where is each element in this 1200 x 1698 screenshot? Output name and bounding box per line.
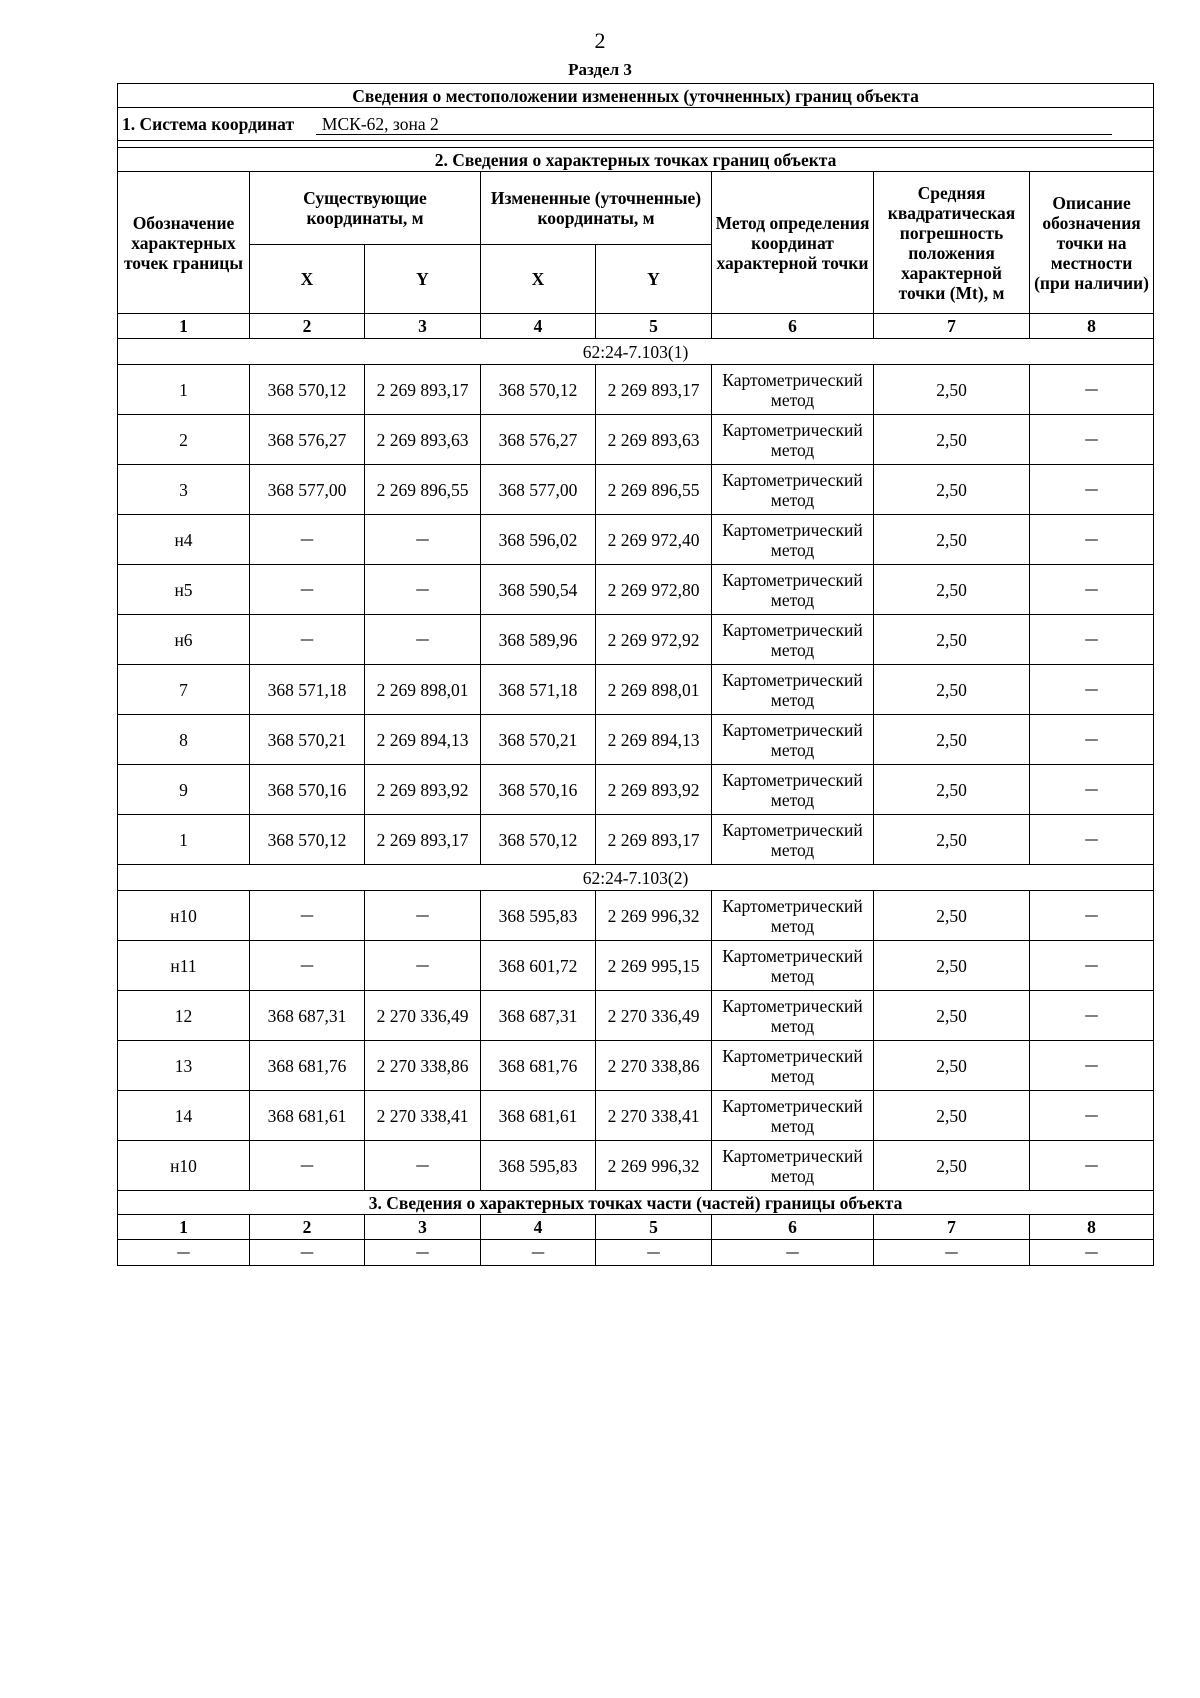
part2-title: 2. Сведения о характерных точках границ объекта [118,148,1154,172]
changed-x-cell: 368 571,18 [481,665,596,715]
part3-title-row [118,1191,1154,1215]
error-cell: 2,50 [874,991,1030,1041]
existing-y-cell: 2 269 898,01 [365,665,481,715]
header-existing-x: X [250,245,365,314]
existing-x-cell: 368 570,12 [250,365,365,415]
existing-y-cell: 2 269 893,92 [365,765,481,815]
point-cell: н10 [118,1141,250,1191]
point-cell: 2 [118,415,250,465]
existing-x-cell: — [250,615,365,665]
section-title: Раздел 3 [568,60,632,79]
existing-y-cell: 2 269 893,17 [365,365,481,415]
header-changed-x: X [481,245,596,314]
header-existing: Существующие координаты, м [250,172,481,245]
error-cell: 2,50 [874,891,1030,941]
method-cell: Картометрический метод [712,1041,874,1091]
point-cell: 8 [118,715,250,765]
changed-y-cell: 2 270 338,41 [596,1091,712,1141]
part3-cell: — [481,1240,596,1266]
error-cell: 2,50 [874,1141,1030,1191]
changed-y-cell: 2 269 898,01 [596,665,712,715]
existing-x-cell: 368 570,12 [250,815,365,865]
error-cell: 2,50 [874,565,1030,615]
column-number: 6 [712,314,874,339]
existing-y-cell: — [365,615,481,665]
changed-x-cell: 368 687,31 [481,991,596,1041]
changed-y-cell: 2 269 972,40 [596,515,712,565]
part3-cell: — [712,1240,874,1266]
existing-y-cell: — [365,1141,481,1191]
existing-x-cell: — [250,891,365,941]
description-cell: — [1030,465,1154,515]
description-cell: — [1030,815,1154,865]
existing-x-cell: — [250,941,365,991]
part3-cell: — [1030,1240,1154,1266]
existing-y-cell: 2 270 338,86 [365,1041,481,1091]
column-number: 1 [118,1215,250,1240]
column-number: 2 [250,314,365,339]
method-cell: Картометрический метод [712,615,874,665]
existing-x-cell: 368 570,16 [250,765,365,815]
column-number: 1 [118,314,250,339]
changed-x-cell: 368 577,00 [481,465,596,515]
group-name: 62:24-7.103(2) [118,865,1154,891]
column-number-row [118,314,1154,339]
header-description: Описание обозначения точки на местности (при наличии) [1030,172,1154,314]
error-cell: 2,50 [874,941,1030,991]
method-cell: Картометрический метод [712,815,874,865]
part3-column-number-row [118,1215,1154,1240]
coord-system-label: 1. Система координат [122,113,295,134]
column-number: 5 [596,1215,712,1240]
existing-x-cell: — [250,565,365,615]
boundary-table [117,83,1154,1266]
table-row [118,515,1154,565]
existing-y-cell: 2 269 893,17 [365,815,481,865]
method-cell: Картометрический метод [712,415,874,465]
existing-y-cell: 2 269 893,63 [365,415,481,465]
method-cell: Картометрический метод [712,765,874,815]
description-cell: — [1030,665,1154,715]
changed-y-cell: 2 269 995,15 [596,941,712,991]
error-cell: 2,50 [874,815,1030,865]
existing-x-cell: 368 571,18 [250,665,365,715]
method-cell: Картометрический метод [712,365,874,415]
method-cell: Картометрический метод [712,941,874,991]
table-title: Сведения о местоположении измененных (уточненных) границ объекта [118,84,1154,108]
point-cell: н5 [118,565,250,615]
point-cell: 14 [118,1091,250,1141]
column-number: 8 [1030,314,1154,339]
error-cell: 2,50 [874,515,1030,565]
table-row [118,1091,1154,1141]
existing-x-cell: 368 570,21 [250,715,365,765]
existing-x-cell: 368 681,76 [250,1041,365,1091]
changed-y-cell: 2 269 972,92 [596,615,712,665]
existing-x-cell: 368 687,31 [250,991,365,1041]
changed-x-cell: 368 570,21 [481,715,596,765]
column-number: 5 [596,314,712,339]
changed-x-cell: 368 596,02 [481,515,596,565]
description-cell: — [1030,365,1154,415]
description-cell: — [1030,941,1154,991]
point-cell: 3 [118,465,250,515]
existing-x-cell: — [250,1141,365,1191]
point-cell: н11 [118,941,250,991]
column-number: 3 [365,1215,481,1240]
column-number: 4 [481,314,596,339]
header-point: Обозначение характерных точек границы [118,172,250,314]
description-cell: — [1030,765,1154,815]
changed-y-cell: 2 270 336,49 [596,991,712,1041]
changed-y-cell: 2 269 972,80 [596,565,712,615]
column-number: 7 [874,1215,1030,1240]
existing-y-cell: 2 269 896,55 [365,465,481,515]
column-number: 8 [1030,1215,1154,1240]
table-row [118,765,1154,815]
changed-y-cell: 2 269 896,55 [596,465,712,515]
description-cell: — [1030,565,1154,615]
table-row [118,991,1154,1041]
table-row [118,1041,1154,1091]
error-cell: 2,50 [874,665,1030,715]
method-cell: Картометрический метод [712,891,874,941]
changed-x-cell: 368 576,27 [481,415,596,465]
column-number: 6 [712,1215,874,1240]
description-cell: — [1030,715,1154,765]
page-number: 2 [594,28,606,53]
part3-cell: — [596,1240,712,1266]
header-changed-y: Y [596,245,712,314]
changed-x-cell: 368 595,83 [481,891,596,941]
method-cell: Картометрический метод [712,515,874,565]
part3-cell: — [874,1240,1030,1266]
method-cell: Картометрический метод [712,465,874,515]
description-cell: — [1030,991,1154,1041]
error-cell: 2,50 [874,715,1030,765]
point-cell: 1 [118,365,250,415]
changed-x-cell: 368 570,12 [481,815,596,865]
changed-y-cell: 2 269 894,13 [596,715,712,765]
point-cell: 12 [118,991,250,1041]
description-cell: — [1030,1091,1154,1141]
error-cell: 2,50 [874,1091,1030,1141]
changed-x-cell: 368 595,83 [481,1141,596,1191]
part3-cell: — [118,1240,250,1266]
spacer-row [118,141,1154,148]
table-row [118,815,1154,865]
method-cell: Картометрический метод [712,665,874,715]
point-cell: н10 [118,891,250,941]
column-number: 4 [481,1215,596,1240]
header-method: Метод определения координат характерной точки [712,172,874,314]
part3-row [118,1240,1154,1266]
existing-y-cell: — [365,565,481,615]
description-cell: — [1030,891,1154,941]
description-cell: — [1030,1041,1154,1091]
description-cell: — [1030,615,1154,665]
existing-y-cell: — [365,891,481,941]
point-cell: 13 [118,1041,250,1091]
part3-cell: — [365,1240,481,1266]
error-cell: 2,50 [874,365,1030,415]
point-cell: 1 [118,815,250,865]
description-cell: — [1030,415,1154,465]
existing-y-cell: 2 270 336,49 [365,991,481,1041]
table-row [118,415,1154,465]
column-number: 2 [250,1215,365,1240]
point-cell: н4 [118,515,250,565]
group-row [118,865,1154,891]
error-cell: 2,50 [874,415,1030,465]
changed-x-cell: 368 570,12 [481,365,596,415]
existing-x-cell: 368 577,00 [250,465,365,515]
existing-x-cell: — [250,515,365,565]
table-row [118,715,1154,765]
changed-x-cell: 368 681,76 [481,1041,596,1091]
changed-x-cell: 368 590,54 [481,565,596,615]
group-row [118,339,1154,365]
table-row [118,1141,1154,1191]
header-existing-y: Y [365,245,481,314]
changed-y-cell: 2 269 893,17 [596,365,712,415]
changed-x-cell: 368 681,61 [481,1091,596,1141]
part3-title: 3. Сведения о характерных точках части (частей) границы объекта [118,1191,1154,1215]
changed-y-cell: 2 270 338,86 [596,1041,712,1091]
error-cell: 2,50 [874,1041,1030,1091]
group-name: 62:24-7.103(1) [118,339,1154,365]
column-number: 3 [365,314,481,339]
error-cell: 2,50 [874,615,1030,665]
existing-y-cell: 2 270 338,41 [365,1091,481,1141]
coord-system-row [118,108,1154,141]
changed-y-cell: 2 269 893,92 [596,765,712,815]
table-row [118,615,1154,665]
existing-x-cell: 368 681,61 [250,1091,365,1141]
description-cell: — [1030,515,1154,565]
method-cell: Картометрический метод [712,991,874,1041]
header-changed: Измененные (уточненные) координаты, м [481,172,712,245]
point-cell: 7 [118,665,250,715]
table-row [118,565,1154,615]
changed-x-cell: 368 601,72 [481,941,596,991]
changed-x-cell: 368 570,16 [481,765,596,815]
table-row [118,665,1154,715]
changed-y-cell: 2 269 996,32 [596,891,712,941]
existing-y-cell: — [365,515,481,565]
changed-y-cell: 2 269 893,17 [596,815,712,865]
table-row [118,941,1154,991]
description-cell: — [1030,1141,1154,1191]
table-row [118,465,1154,515]
method-cell: Картометрический метод [712,1091,874,1141]
table-row [118,891,1154,941]
point-cell: н6 [118,615,250,665]
changed-y-cell: 2 269 893,63 [596,415,712,465]
column-number: 7 [874,314,1030,339]
header-error: Средняя квадратическая погрешность положения характерной точки (Mt), м [874,172,1030,314]
existing-y-cell: — [365,941,481,991]
error-cell: 2,50 [874,765,1030,815]
coord-system-value: МСК-62, зона 2 [316,114,1112,135]
method-cell: Картометрический метод [712,565,874,615]
point-cell: 9 [118,765,250,815]
part3-cell: — [250,1240,365,1266]
table-row [118,365,1154,415]
existing-x-cell: 368 576,27 [250,415,365,465]
method-cell: Картометрический метод [712,1141,874,1191]
changed-y-cell: 2 269 996,32 [596,1141,712,1191]
existing-y-cell: 2 269 894,13 [365,715,481,765]
changed-x-cell: 368 589,96 [481,615,596,665]
error-cell: 2,50 [874,465,1030,515]
method-cell: Картометрический метод [712,715,874,765]
